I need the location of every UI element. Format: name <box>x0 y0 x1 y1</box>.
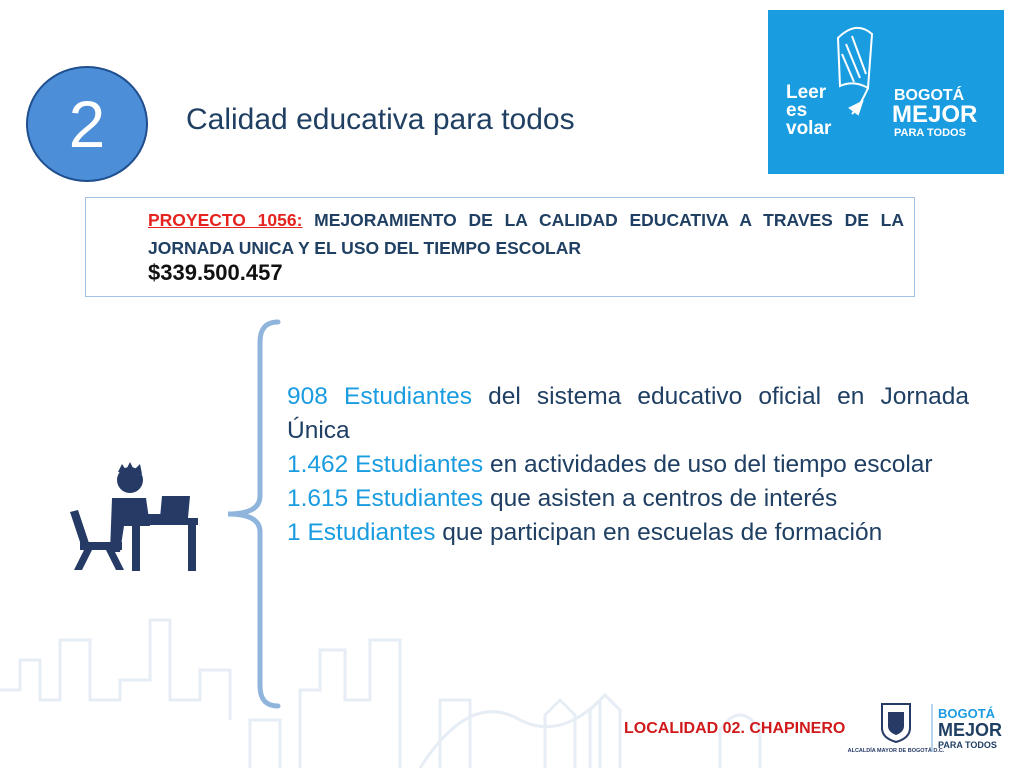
curly-bracket <box>220 318 290 710</box>
footer-para-todos-text: PARA TODOS <box>938 740 997 750</box>
footer-mejor-text: MEJOR <box>938 720 1003 740</box>
fact-highlight: Estudiantes <box>355 451 484 478</box>
logo-bogota-text: BOGOTÁ <box>894 87 965 104</box>
footer-bogota-text: BOGOTÁ <box>938 706 996 721</box>
student-facts-list <box>287 380 969 550</box>
fact-item <box>287 380 969 448</box>
alcaldia-seal-logo <box>847 700 945 762</box>
fact-item <box>287 482 969 516</box>
fact-highlight: Estudiantes <box>355 485 484 512</box>
fact-item <box>287 516 969 550</box>
logo-leer-text: Leer <box>786 82 827 103</box>
student-at-desk-icon <box>66 462 202 572</box>
leer-es-volar-logo <box>768 10 1004 174</box>
alcaldia-text: ALCALDÍA MAYOR DE BOGOTÁ D.C. <box>847 748 945 754</box>
fact-number: 1.462 <box>287 451 349 478</box>
section-title: Calidad educativa para todos <box>186 103 575 136</box>
project-code: PROYECTO 1056: <box>148 210 303 230</box>
project-amount: $339.500.457 <box>148 260 283 285</box>
section-number-badge <box>26 66 148 182</box>
fact-text: que participan en escuelas de formación <box>442 519 883 546</box>
project-box <box>85 197 915 297</box>
locality-label: LOCALIDAD 02. CHAPINERO <box>624 720 846 737</box>
fact-number: 1.615 <box>287 485 349 512</box>
fact-item <box>287 448 969 482</box>
logo-volar-text: volar <box>786 118 832 139</box>
project-description-block <box>148 206 904 262</box>
fact-text: del sistema educativo oficial en Jornada Única <box>287 383 969 444</box>
logo-para-todos-text: PARA TODOS <box>894 127 966 139</box>
fact-text: en actividades de uso del tiempo escolar <box>489 451 933 478</box>
section-number: 2 <box>68 87 106 161</box>
fact-highlight: Estudiantes <box>343 383 473 410</box>
fact-number: 908 <box>287 383 328 410</box>
logo-es-text: es <box>786 100 808 121</box>
fact-text: que asisten a centros de interés <box>489 485 838 512</box>
project-description: MEJORAMIENTO DE LA CALIDAD EDUCATIVA A TRAVES DE LA JORNADA UNICA Y EL USO DEL TIEMPO ESCOLAR <box>148 210 904 258</box>
fact-number: 1 <box>287 519 301 546</box>
kite-book-icon <box>768 10 1004 174</box>
fact-highlight: Estudiantes <box>307 519 436 546</box>
bogota-mejor-footer-logo <box>930 700 1016 756</box>
logo-mejor-text: MEJOR <box>892 101 978 128</box>
